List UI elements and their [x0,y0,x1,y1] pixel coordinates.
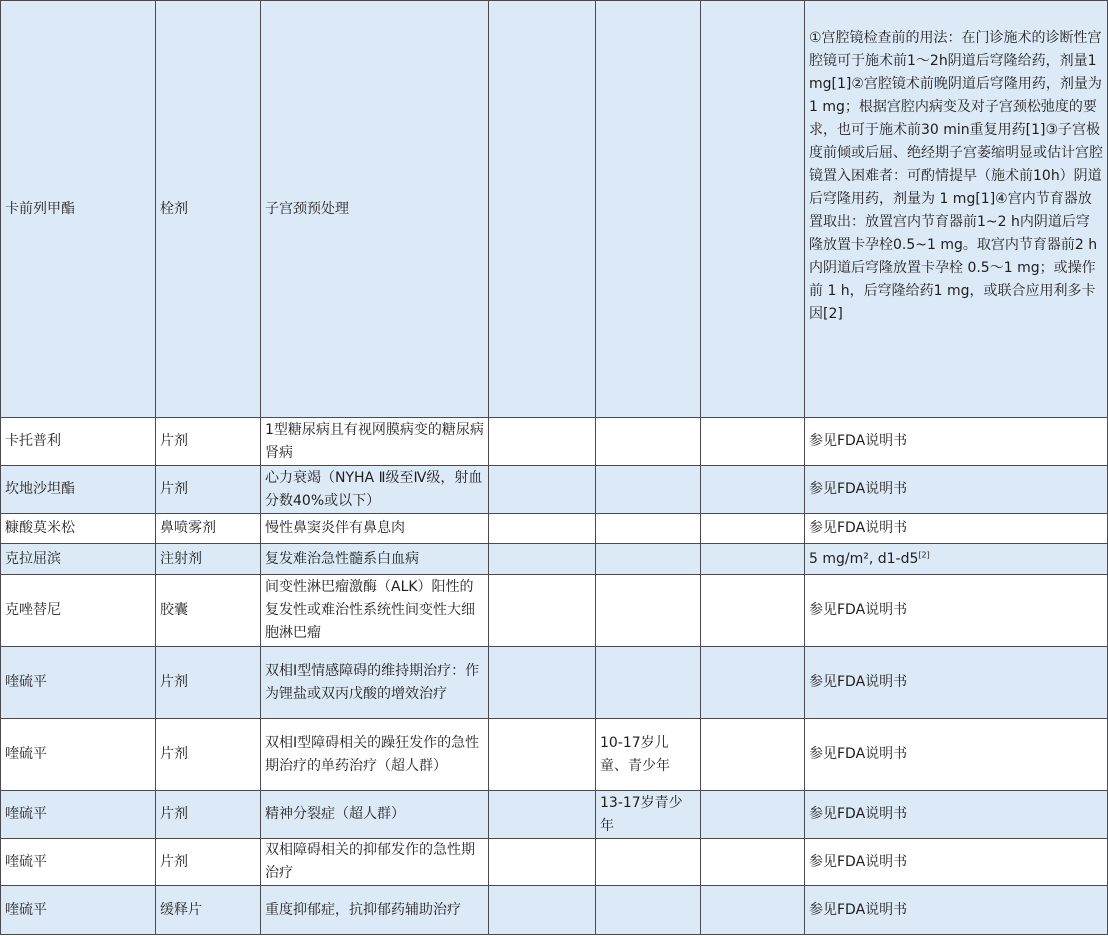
dosage-form-cell: 注射剂 [156,544,261,575]
indication-cell: 复发难治急性髓系白血病 [261,544,489,575]
empty-cell [489,886,596,935]
usage-dosage-text: 5 mg/m², d1-d5 [809,550,919,567]
empty-cell [701,1,805,418]
empty-cell [489,575,596,647]
population-cell [596,647,701,719]
empty-cell [701,719,805,791]
usage-dosage-cell: 参见FDA说明书 [805,514,1108,544]
empty-cell [489,647,596,719]
indication-cell: 双相Ⅰ型障碍相关的躁狂发作的急性期治疗的单药治疗（超人群） [261,719,489,791]
dosage-form-cell: 片剂 [156,418,261,466]
empty-cell [701,466,805,514]
empty-cell [701,886,805,935]
table-row [1,719,1108,791]
usage-dosage-cell [805,544,1108,575]
indication-cell: 精神分裂症（超人群） [261,791,489,839]
empty-cell [701,839,805,886]
drug-name-cell: 坎地沙坦酯 [1,466,156,514]
drug-name-cell: 糠酸莫米松 [1,514,156,544]
dosage-form-cell: 片剂 [156,647,261,719]
table-row [1,839,1108,886]
empty-cell [701,791,805,839]
population-cell: 13-17岁青少年 [596,791,701,839]
dosage-form-cell: 鼻喷雾剂 [156,514,261,544]
empty-cell [489,418,596,466]
empty-cell [701,575,805,647]
table-row [1,886,1108,935]
usage-dosage-cell: 参见FDA说明书 [805,418,1108,466]
population-cell [596,466,701,514]
indication-cell: 双相I型情感障碍的维持期治疗：作为锂盐或双丙戊酸的增效治疗 [261,647,489,719]
drug-name-cell: 喹硫平 [1,886,156,935]
usage-dosage-cell: 参见FDA说明书 [805,791,1108,839]
indication-cell: 慢性鼻窦炎伴有鼻息肉 [261,514,489,544]
population-cell [596,514,701,544]
drug-name-cell: 卡前列甲酯 [1,1,156,418]
dosage-form-cell: 片剂 [156,466,261,514]
table-row [1,544,1108,575]
table-row [1,575,1108,647]
empty-cell [489,514,596,544]
drug-name-cell: 克唑替尼 [1,575,156,647]
indication-cell: 重度抑郁症，抗抑郁药辅助治疗 [261,886,489,935]
empty-cell [489,719,596,791]
dosage-form-cell: 栓剂 [156,1,261,418]
dosage-form-cell: 缓释片 [156,886,261,935]
population-cell [596,1,701,418]
population-cell [596,839,701,886]
population-cell [596,575,701,647]
usage-dosage-cell: 参见FDA说明书 [805,839,1108,886]
table-row [1,418,1108,466]
empty-cell [489,1,596,418]
empty-cell [489,544,596,575]
empty-cell [701,418,805,466]
usage-dosage-cell: 参见FDA说明书 [805,575,1108,647]
empty-cell [489,466,596,514]
usage-dosage-cell: 参见FDA说明书 [805,886,1108,935]
population-cell [596,886,701,935]
indication-cell: 子宫颈预处理 [261,1,489,418]
drug-name-cell: 喹硫平 [1,791,156,839]
empty-cell [701,544,805,575]
empty-cell [701,647,805,719]
usage-dosage-cell: ①宫腔镜检查前的用法：在门诊施术的诊断性宫腔镜可于施术前1～2h阴道后穹隆给药，剂量1mg[1]②宫腔镜术前晚阴道后穹隆用药，剂量为1 mg；根据宫腔内病变及对子宫颈松弛度的要求，也可于施术前30 min重复用药[1]③子宫极度前倾或后屈、绝经期子宫萎缩明显或估计宫腔镜置入困难者：可酌情提早（施术前10h）阴道后穹隆用药，剂量为 1 mg[1]④宫内节育器放置取出：放置宫内节育器前1~2 h内阴道后穹隆放置卡孕栓0.5~1 mg。取宫内节育器前2 h内阴道后穹隆放置卡孕栓 0.5～1 mg；或操作前 1 h，后穹隆给药1 mg，或联合应用利多卡因[2] [805,1,1108,418]
table-row [1,647,1108,719]
table-row [1,1,1108,418]
population-cell [596,418,701,466]
usage-dosage-cell: 参见FDA说明书 [805,466,1108,514]
reference-superscript: [2] [918,549,930,559]
dosage-form-cell: 胶囊 [156,575,261,647]
empty-cell [489,791,596,839]
empty-cell [489,839,596,886]
drug-name-cell: 喹硫平 [1,839,156,886]
drug-name-cell: 喹硫平 [1,647,156,719]
indication-cell: 间变性淋巴瘤激酶（ALK）阳性的复发性或难治性系统性间变性大细胞淋巴瘤 [261,575,489,647]
indication-cell: 1型糖尿病且有视网膜病变的糖尿病肾病 [261,418,489,466]
table-row [1,466,1108,514]
dosage-form-cell: 片剂 [156,791,261,839]
drug-name-cell: 克拉屈滨 [1,544,156,575]
dosage-form-cell: 片剂 [156,719,261,791]
population-cell [596,544,701,575]
empty-cell [701,514,805,544]
drug-name-cell: 喹硫平 [1,719,156,791]
table-row [1,791,1108,839]
indication-cell: 双相障碍相关的抑郁发作的急性期治疗 [261,839,489,886]
usage-dosage-cell: 参见FDA说明书 [805,719,1108,791]
dosage-form-cell: 片剂 [156,839,261,886]
drug-name-cell: 卡托普利 [1,418,156,466]
population-cell: 10-17岁儿童、青少年 [596,719,701,791]
usage-dosage-cell: 参见FDA说明书 [805,647,1108,719]
table-row [1,514,1108,544]
indication-cell: 心力衰竭（NYHA Ⅱ级至Ⅳ级，射血分数40%或以下） [261,466,489,514]
